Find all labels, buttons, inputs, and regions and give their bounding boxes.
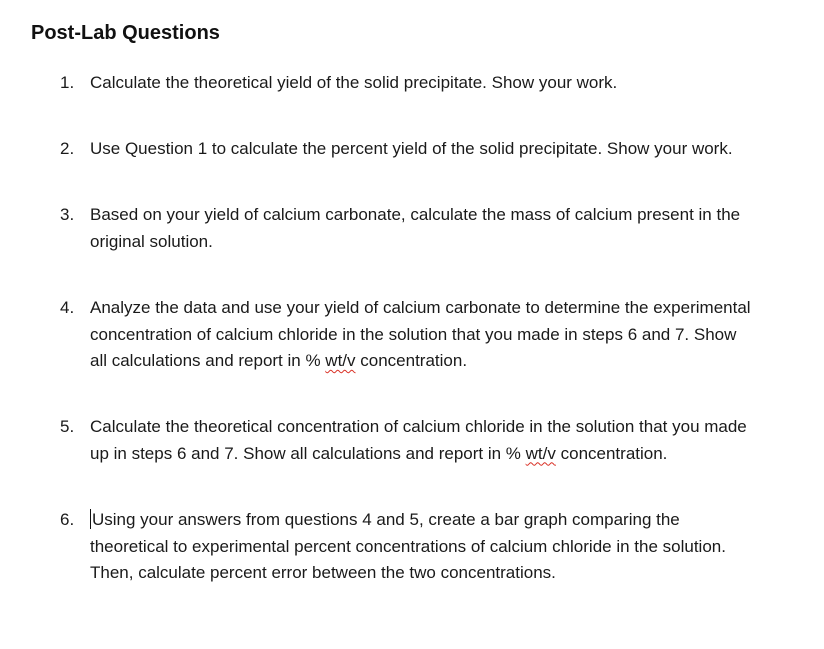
question-number: 6. (60, 510, 75, 529)
question-line: Use Question 1 to calculate the percent yield of the solid precipitate. Show your work. (90, 139, 733, 158)
question-line: Calculate the theoretical yield of the solid precipitate. Show your work. (90, 73, 618, 92)
question-number: 2. (60, 139, 75, 158)
question-line-segment: concentration. (555, 443, 668, 463)
question-line (90, 348, 806, 375)
question-line: original solution. (90, 231, 213, 251)
question-line: Calculate the theoretical concentration of calcium chloride in the solution that you made (90, 417, 747, 436)
question-line-segment: Using your answers from questions 4 and 5, create a bar graph comparing the (92, 510, 680, 529)
question-text[interactable] (90, 70, 806, 97)
spellcheck-flagged-word[interactable]: wt/v (525, 443, 556, 463)
question-line: Based on your yield of calcium carbonate, calculate the mass of calcium present in the (90, 205, 741, 224)
question-line: concentration of calcium chloride in the solution that you made in steps 6 and 7. Show (90, 324, 737, 344)
question-line: Then, calculate percent error between the two concentrations. (90, 563, 556, 582)
question-line (90, 507, 806, 534)
question-text[interactable] (90, 295, 806, 375)
question-text[interactable] (90, 202, 806, 255)
question-line (90, 441, 806, 468)
question-number: 1. (60, 73, 75, 92)
question-text[interactable] (90, 507, 806, 587)
page-title: Post-Lab Questions (31, 22, 220, 44)
spellcheck-flagged-word[interactable]: wt/v (325, 351, 356, 370)
question-line-segment: concentration. (355, 351, 468, 370)
question-number: 3. (60, 205, 75, 224)
question-text[interactable] (90, 414, 806, 467)
question-number: 5. (60, 417, 75, 436)
text-cursor (90, 509, 91, 529)
question-line-segment: all calculations and report in % (90, 351, 326, 370)
question-line-segment: up in steps 6 and 7. Show all calculations and report in % (90, 443, 526, 463)
question-number: 4. (60, 298, 75, 317)
question-text[interactable] (90, 136, 806, 163)
question-line: Analyze the data and use your yield of calcium carbonate to determine the experimental (90, 298, 751, 317)
question-line: theoretical to experimental percent concentrations of calcium chloride in the solution. (90, 536, 726, 556)
